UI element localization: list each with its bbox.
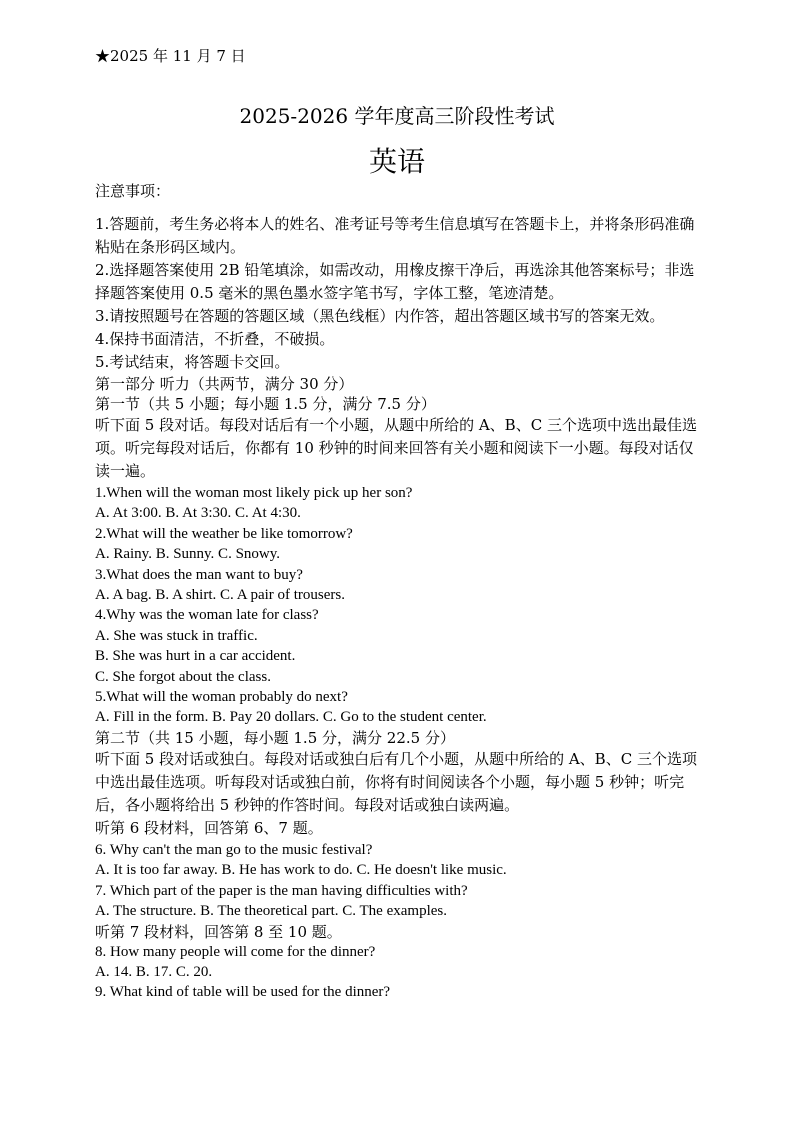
exam-date: ★2025 年 11 月 7 日 [95,47,246,65]
question-6-options: A. It is too far away. B. He has work to do. C. He doesn't like music. [95,862,507,879]
question-9: 9. What kind of table will be used for the dinner? [95,984,391,1001]
section2-heading: 第二节（共 15 小题，每小题 1.5 分，满分 22.5 分） [95,728,455,747]
question-8: 8. How many people will come for the dinner? [95,943,376,960]
question-5-options: A. Fill in the form. B. Pay 20 dollars. C. Go to the student center. [95,709,487,726]
notice-heading: 注意事项： [95,182,171,200]
question-2-options: A. Rainy. B. Sunny. C. Snowy. [95,546,281,563]
part1-heading: 第一部分 听力（共两节，满分 30 分） [95,375,354,393]
notice-item-5: 5.考试结束，将答题卡交回。 [95,353,290,371]
question-4: 4.Why was the woman late for class? [95,607,319,624]
question-3-options: A. A bag. B. A shirt. C. A pair of trousers. [95,587,346,604]
notice-item-3: 3.请按照题号在答题的答题区域（黑色线框）内作答，超出答题区域书写的答案无效。 [95,307,665,325]
question-2: 2.What will the weather be like tomorrow? [95,525,353,542]
section1-heading: 第一节（共 5 小题；每小题 1.5 分，满分 7.5 分） [95,395,436,413]
notice-item-2: 2.选择题答案使用 2B 铅笔填涂，如需改动，用橡皮擦干净后，再选涂其他答案标号；非选择题答案使用 0.5 毫米的黑色墨水签字笔书写，字体工整，笔迹清楚。 [95,261,695,302]
question-3: 3.What does the man want to buy? [95,566,303,583]
material-7-prompt: 听第 7 段材料，回答第 8 至 10 题。 [95,922,342,941]
material-6-prompt: 听第 6 段材料，回答第 6、7 题。 [95,818,323,837]
question-4-option-c: C. She forgot about the class. [95,668,271,685]
question-1: 1.When will the woman most likely pick up her son? [95,485,413,501]
question-1-options: A. At 3:00. B. At 3:30. C. At 4:30. [95,505,301,522]
section1-instruction: 听下面 5 段对话。每段对话后有一个小题，从题中所给的 A、B、C 三个选项中选出最佳选项。听完每段对话后，你都有 10 秒钟的时间来回答有关小题和阅读下一小题。每段对话仅读一遍。 [95,416,697,480]
exam-subject: 英语 [368,145,425,178]
question-4-option-a: A. She was stuck in traffic. [95,627,258,644]
exam-content [95,180,705,1003]
question-7-options: A. The structure. B. The theoretical part. C. The examples. [95,903,447,920]
question-4-option-b: B. She was hurt in a car accident. [95,648,296,665]
notice-item-1: 1.答题前，考生务必将本人的姓名、准考证号等考生信息填写在答题卡上，并将条形码准确粘贴在条形码区域内。 [95,215,695,256]
question-6: 6. Why can't the man go to the music festival? [95,841,373,858]
question-5: 5.What will the woman probably do next? [95,689,348,706]
question-7: 7. Which part of the paper is the man having difficulties with? [95,882,468,899]
question-8-options: A. 14. B. 17. C. 20. [95,963,213,980]
notice-item-4: 4.保持书面清洁，不折叠，不破损。 [95,330,335,348]
section2-instruction: 听下面 5 段对话或独白。每段对话或独白后有几个小题，从题中所给的 A、B、C 三个选项中选出最佳选项。听每段对话或独白前，你将有时间阅读各个小题，每小题 5 秒钟；听完后，各小题将给出 5 秒钟的作答时间。每段对话或独白读两遍。 [95,749,697,814]
exam-title: 2025-2026 学年度高三阶段性考试 [239,104,555,128]
